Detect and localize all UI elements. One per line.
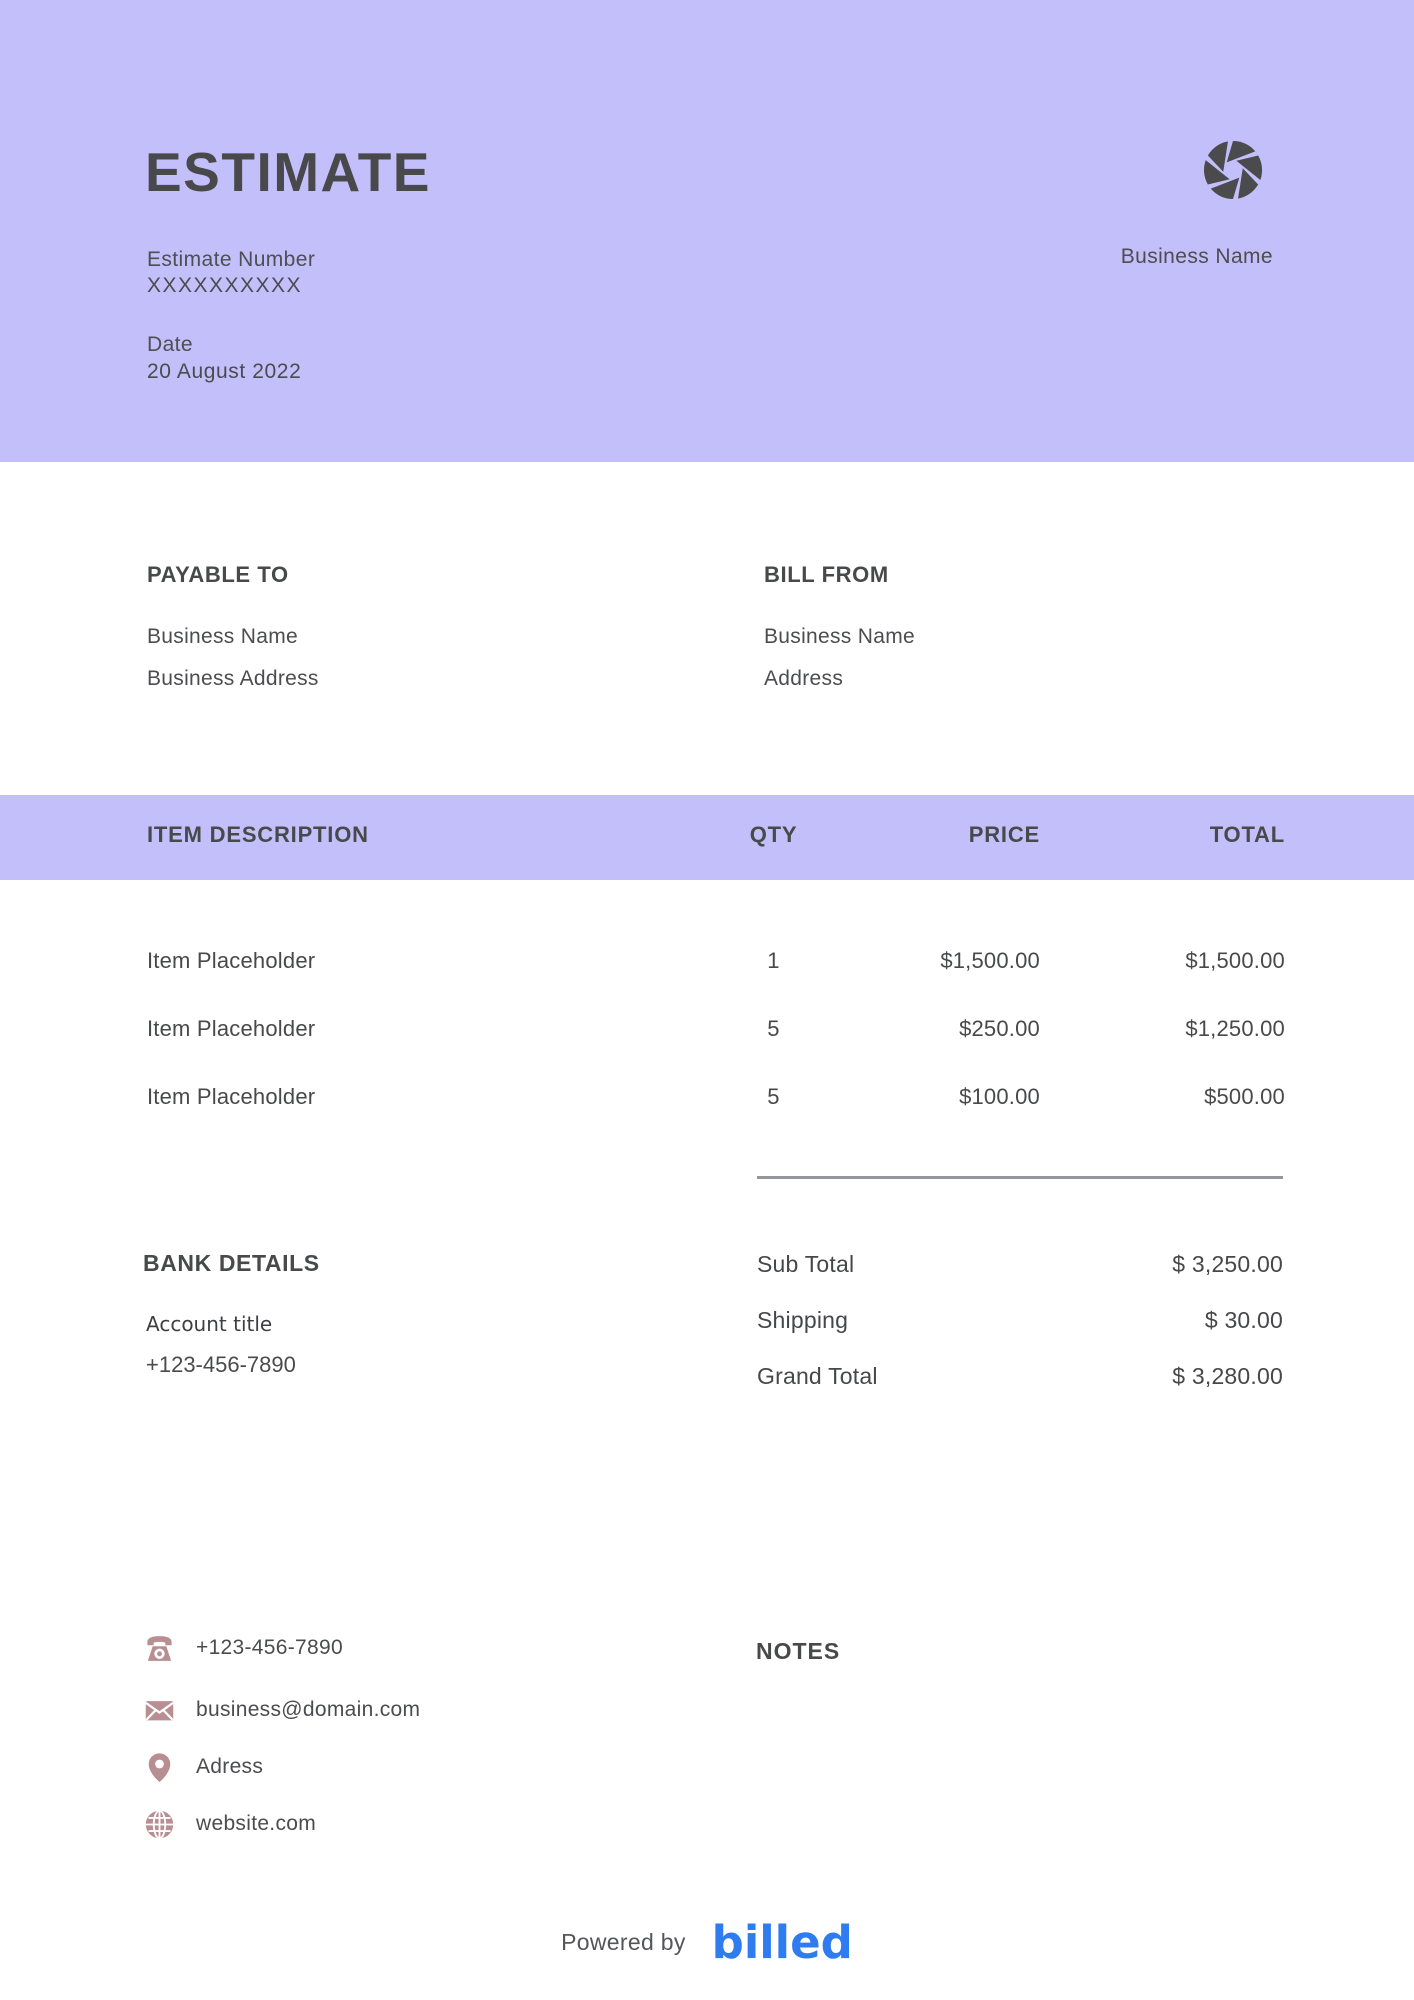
- bill-from-heading: BILL FROM: [764, 562, 889, 587]
- header-banner: [0, 0, 1414, 462]
- notes-heading: NOTES: [756, 1638, 841, 1664]
- item-price: $1,500.00: [940, 948, 1040, 973]
- item-total: $1,250.00: [1185, 1016, 1285, 1041]
- bank-account-title: Account title: [146, 1312, 273, 1336]
- grand-total-value: $ 3,280.00: [1172, 1363, 1283, 1389]
- col-header-description: ITEM DESCRIPTION: [147, 822, 369, 847]
- payable-to-heading: PAYABLE TO: [147, 562, 289, 587]
- subtotal-value: $ 3,250.00: [1172, 1251, 1283, 1277]
- shipping-row: [757, 1307, 1283, 1334]
- contact-phone-row: [143, 1630, 343, 1666]
- contact-email: business@domain.com: [196, 1698, 421, 1721]
- estimate-number-label: Estimate Number: [147, 248, 316, 271]
- table-row: [147, 1084, 1285, 1110]
- item-qty: 1: [767, 948, 780, 973]
- estimate-number-value: XXXXXXXXXX: [147, 274, 303, 297]
- billed-logo: billed: [711, 1916, 853, 1969]
- shipping-value: $ 30.00: [1204, 1307, 1283, 1333]
- col-header-total: TOTAL: [1209, 822, 1285, 847]
- item-total: $500.00: [1204, 1084, 1285, 1109]
- bill-from-address: Address: [764, 667, 844, 690]
- grand-total-label: Grand Total: [757, 1363, 878, 1389]
- shipping-label: Shipping: [757, 1307, 849, 1333]
- aperture-icon: [1200, 137, 1266, 203]
- payable-to-address: Business Address: [147, 667, 319, 690]
- header-business-name: Business Name: [1120, 245, 1273, 268]
- contact-phone: +123-456-7890: [196, 1636, 343, 1659]
- item-total: $1,500.00: [1185, 948, 1285, 973]
- grand-total-row: [757, 1363, 1283, 1390]
- payable-to-name: Business Name: [147, 625, 298, 648]
- item-description: Item Placeholder: [147, 948, 316, 973]
- item-price: $100.00: [959, 1084, 1040, 1109]
- col-header-qty: QTY: [749, 822, 798, 847]
- date-label: Date: [147, 333, 193, 356]
- contact-website: website.com: [196, 1812, 317, 1835]
- contact-address-row: [143, 1749, 263, 1785]
- footer: [0, 1916, 1414, 1969]
- contact-email-row: [143, 1692, 420, 1728]
- item-qty: 5: [767, 1084, 780, 1109]
- location-icon: [143, 1751, 176, 1784]
- contact-address: Adress: [196, 1755, 264, 1778]
- page-title: ESTIMATE: [145, 141, 431, 203]
- item-price: $250.00: [959, 1016, 1040, 1041]
- item-description: Item Placeholder: [147, 1084, 316, 1109]
- table-row: [147, 1016, 1285, 1042]
- summary-divider: [757, 1176, 1283, 1179]
- col-header-price: PRICE: [968, 822, 1040, 847]
- bill-from-name: Business Name: [764, 625, 915, 648]
- subtotal-label: Sub Total: [757, 1251, 855, 1277]
- table-row: [147, 948, 1285, 974]
- bank-details-heading: BANK DETAILS: [143, 1250, 320, 1276]
- bank-account-number: +123-456-7890: [146, 1352, 296, 1377]
- item-qty: 5: [767, 1016, 780, 1041]
- table-header-row: [147, 822, 1285, 848]
- mail-icon: [143, 1694, 176, 1727]
- subtotal-row: [757, 1251, 1283, 1278]
- phone-icon: [143, 1632, 176, 1665]
- date-value: 20 August 2022: [147, 360, 302, 383]
- globe-icon: [143, 1808, 176, 1841]
- contact-website-row: [143, 1806, 316, 1842]
- powered-by-label: Powered by: [561, 1929, 686, 1955]
- item-description: Item Placeholder: [147, 1016, 316, 1041]
